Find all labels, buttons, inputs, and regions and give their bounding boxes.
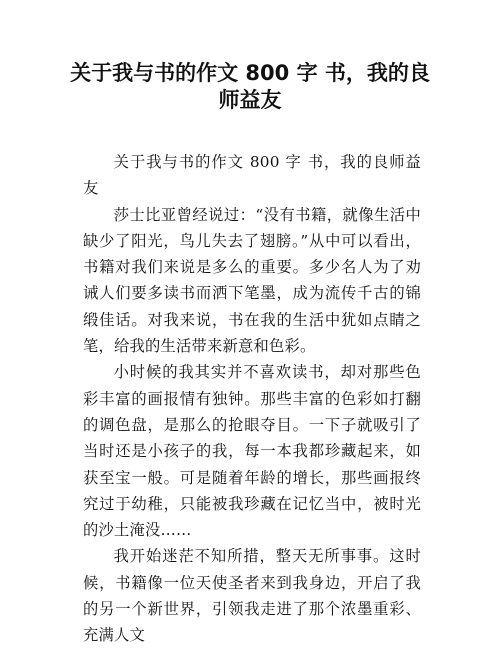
document-body: [83, 149, 421, 649]
paragraph-heading-repeat: 关于我与书的作文 800 字 书，我的良师益友: [83, 153, 421, 198]
document-title: 关于我与书的作文 800 字 书，我的良师益友: [70, 61, 430, 112]
paragraph-childhood: 小时候的我其实并不喜欢读书，却对那些色彩丰富的画报情有独钟。那些丰富的色彩如打翻的调色盘，是那么的抢眼夺目。一下子就吸引了当时还是小孩子的我，每一本我都珍藏起来，如获至宝一般。可是随着年龄的增长，那些画报终究过于幼稚，只能被我珍藏在记忆当中，被时光的沙土淹没……: [83, 363, 421, 540]
paragraph-shakespeare-quote: 莎士比亚曾经说过：“没有书籍，就像生活中缺少了阳光，鸟儿失去了翅膀。”从中可以看出，书籍对我们来说是多么的重要。多少名人为了劝诫人们要多读书而洒下笔墨，成为流传千古的锦缎佳话。对我来说，书在我的生活中犹如点睛之笔，给我的生活带来新意和色彩。: [83, 205, 421, 356]
paragraph-new-world: 我开始迷茫不知所措，整天无所事事。这时候，书籍像一位天使圣者来到我身边，开启了我的另一个新世界，引领我走进了那个浓墨重彩、充满人文: [83, 547, 421, 645]
